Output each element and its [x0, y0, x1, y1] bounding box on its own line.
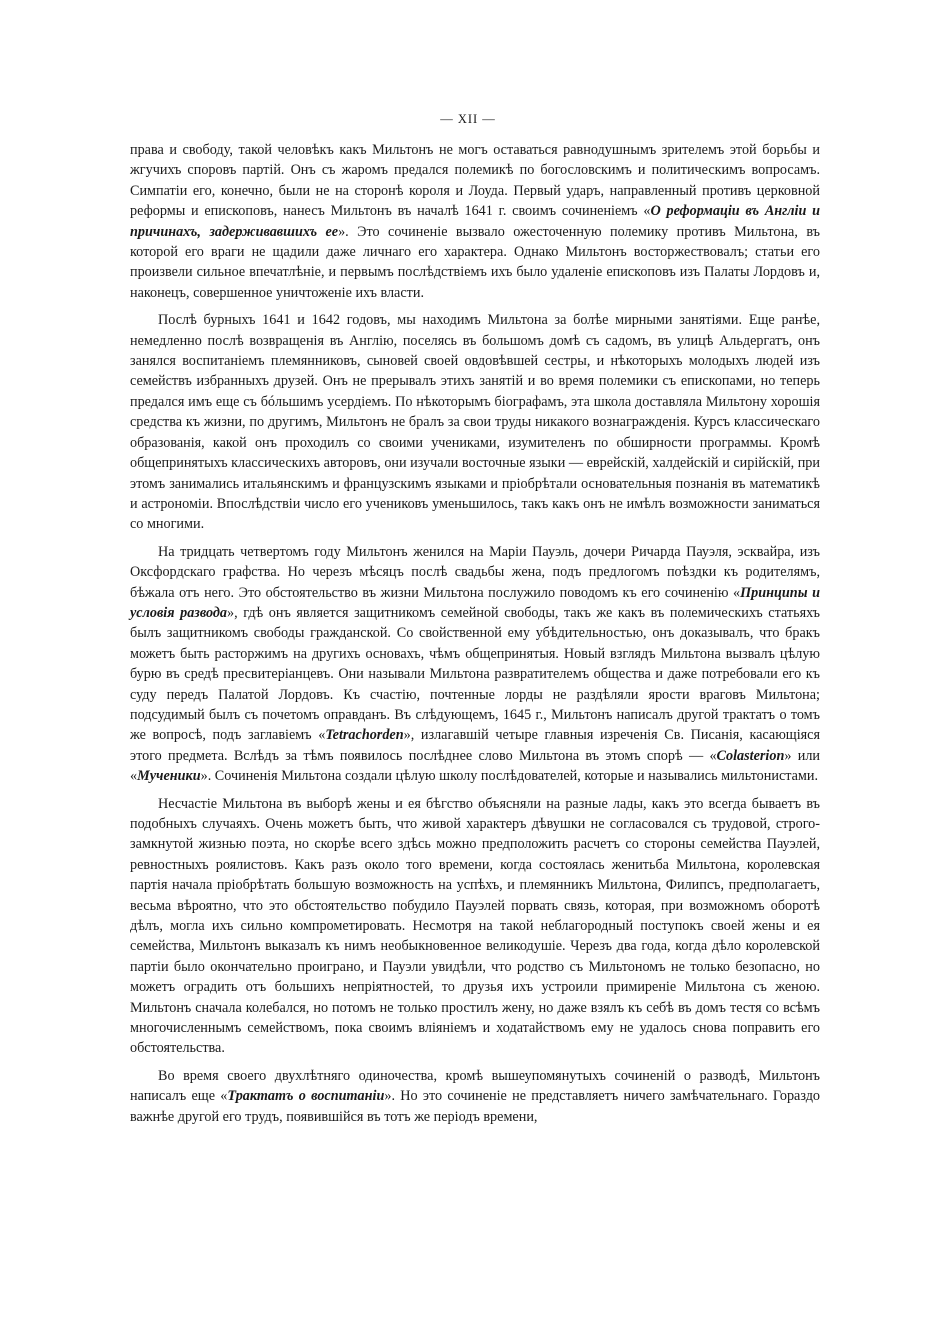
text-run: ». Это сочиненіе вызвало ожесточенную полемику противъ Мильтона, въ которой его враги не щадили даже личнаго его характера. Однако Мильтонъ восторжествовалъ; статьи его произвели сильное впечатлѣніе, и первымъ послѣдствіемъ ихъ было удаленіе епископовъ изъ Палаты Лордовъ и, наконецъ, совершенное уничтоженіе ихъ власти. [130, 223, 820, 301]
paragraph [130, 310, 820, 534]
page-number: — XII — [440, 112, 496, 126]
work-title: Colasterion [716, 747, 785, 764]
paragraph [130, 140, 820, 303]
text-run: », излагавшій четыре главныя изреченія Св. Писанія, касающіяся этого предмета. Вслѣдъ за тѣмъ появилось послѣднее слово Мильтона въ этомъ спорѣ — « [130, 727, 821, 764]
body-text [130, 140, 820, 1127]
text-run: ». Но это сочиненіе не представляетъ ничего замѣчательнаго. Гораздо важнѣе другой его трудъ, появившійся въ тотъ же періодъ времени, [130, 1088, 821, 1125]
text-run: Несчастіе Мильтона въ выборѣ жены и ея бѣгство объясняли на разные лады, какъ это всегда бываетъ въ подобныхъ случаяхъ. Очень можетъ быть, что живой характеръ дѣвушки не согласовался съ трудовой, строго-замкнутой жизнью поэта, но скорѣе всего здѣсь можно предположить расчетъ со стороны семейства Пауэлей, ревностныхъ роялистовъ. Какъ разъ около того времени, когда состоялась женитьба Мильтона, королевская партія начала пріобрѣтать большую возможность на успѣхъ, и племянникъ Мильтона, Филипсъ, предполагаетъ, весьма вѣроятно, что это обстоятельство побудило Пауэлей порвать связь, которая, при возможномъ оборотѣ дѣлъ, могла ихъ сильно компрометировать. Несмотря на такой неблагородный поступокъ своей жены и ея семейства, Мильтонъ выказалъ къ нимъ необыкновенное великодушіе. Черезъ два года, когда дѣло королевской партіи было окончательно проиграно, и Пауэли увидѣли, что родство съ Мильтономъ не только безопасно, но можетъ оградить отъ большихъ непріятностей, то друзья ихъ устроили примиреніе Мильтона съ женою. Мильтонъ сначала колебался, но потомъ не только простилъ жену, но даже взялъ къ себѣ въ домъ тестя со всѣмъ многочисленнымъ семействомъ, пока своимъ вліяніемъ и ходатайствомъ ему не удалось снова поправить его обстоятельства. [130, 795, 820, 1057]
text-run: ». Сочиненія Мильтона создали цѣлую школу послѣдователей, которые и назывались мильтонистами. [200, 768, 819, 785]
paragraph [130, 1066, 820, 1127]
text-run: » или « [130, 747, 820, 785]
text-run: На тридцать четвертомъ году Мильтонъ женился на Маріи Пауэль, дочери Ричарда Пауэля, эсквайра, изъ Оксфордскаго графства. Но черезъ мѣсяцъ послѣ свадьбы жена, подъ предлогомъ поѣздки къ родителямъ, бѣжала отъ него. Это обстоятельство въ жизни Мильтона послужило поводомъ къ его сочиненію « [130, 543, 820, 601]
work-title: О реформаціи въ Англіи и причинахъ, задерживавшихъ ее [130, 203, 820, 240]
paragraph [130, 794, 820, 1059]
work-title: Принципы и условія развода [130, 584, 820, 621]
text-run: Послѣ бурныхъ 1641 и 1642 годовъ, мы находимъ Мильтона за болѣе мирными занятіями. Еще ранѣе, немедленно послѣ возвращенія въ Англію, поселясь въ большомъ домѣ съ садомъ, въ улицѣ Альдергатъ, онъ занялся воспитаніемъ племянниковъ, сыновей своей овдовѣвшей сестры, и нѣкоторыхъ молодыхъ людей изъ семействъ избранныхъ друзей. Онъ не прерывалъ этихъ занятій и во время полемики съ епископами, но теперь предался имъ еще съ бóльшимъ усердіемъ. По нѣкоторымъ біографамъ, эта школа доставляла Мильтону хорошія средства къ жизни, по другимъ, Мильтонъ не бралъ за свои труды никакого вознагражденія. Курсъ классическаго образованія, какой онъ проходилъ со своими учениками, изумителенъ по обширности программы. Кромѣ общепринятыхъ классическихъ авторовъ, они изучали восточные языки — еврейскій, халдейскій и сирійскій, при этомъ занимались итальянскимъ и французскимъ языками и пріобрѣтали основательныя познанія въ математикѣ и астрономіи. Впослѣдствіи число его учениковъ уменьшилось, такъ какъ онъ не имѣлъ возможности заниматься со многими. [130, 312, 820, 533]
text-run: Во время своего двухлѣтняго одиночества, кромѣ вышеупомянутыхъ сочиненій о разводѣ, Мильтонъ написалъ еще « [130, 1067, 820, 1105]
text-run: права и свободу, такой человѣкъ какъ Мильтонъ не могъ оставаться равнодушнымъ зрителемъ этой борьбы и жгучихъ споровъ партій. Онъ съ жаромъ предался полемикѣ по богословскимъ и политическимъ вопросамъ. Симпатіи его, конечно, были не на сторонѣ короля и Лоуда. Первый ударъ, направленный противъ церковной реформы и епископовъ, нанесъ Мильтонъ въ началѣ 1641 г. своимъ сочиненіемъ « [130, 142, 820, 220]
work-title: Tetrachorden [325, 727, 404, 744]
text-run: », гдѣ онъ является защитникомъ семейной свободы, такъ же какъ въ полемическихъ статьяхъ былъ защитникомъ свободы гражданской. Со свойственной ему убѣдительностью, онъ доказывалъ, что бракъ можетъ быть расторжимъ на другихъ основахъ, чѣмъ общепринятыя. Новый взглядъ Мильтона вызвалъ цѣлую бурю въ средѣ пресвитеріанцевъ. Они называли Мильтона развратителемъ общества и даже потребовали его къ суду передъ Палатой Лордовъ. Къ счастію, почтенные лорды не раздѣляли ярости враговъ Мильтона; подсудимый былъ съ почетомъ оправданъ. Въ слѣдующемъ, 1645 г., Мильтонъ написалъ другой трактатъ о томъ же вопросѣ, подъ заглавіемъ « [130, 604, 820, 744]
work-title: Трактатъ о воспитаніи [227, 1088, 385, 1105]
work-title: Мученики [137, 768, 201, 785]
paragraph [130, 542, 820, 787]
